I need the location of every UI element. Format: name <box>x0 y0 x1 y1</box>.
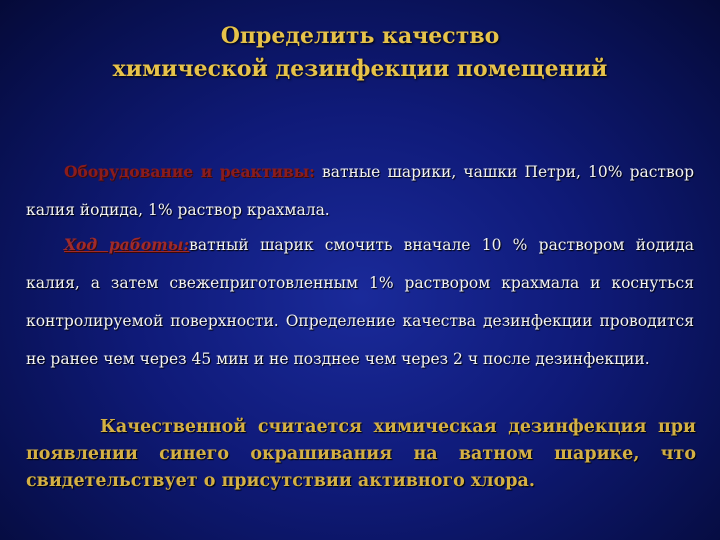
conclusion-paragraph: Качественной считается химическая дезинфекция при появлении синего окрашивания на ватном шарике, что свидетельствует о присутствии активного хлора. <box>26 417 696 491</box>
equipment-text: ватные шарики, чашки Петри, 10% раствор калия йодида, 1% раствор крахмала. <box>26 163 694 219</box>
slide-title-line-2: химической дезинфекции помещений <box>112 56 608 82</box>
procedure-paragraph <box>26 226 694 378</box>
procedure-label: Ход работы: <box>64 235 190 254</box>
slide-title-line-1: Определить качество <box>220 23 500 49</box>
slide-title <box>0 20 720 86</box>
procedure-text: ватный шарик смочить вначале 10 % раствором йодида калия, а затем свежеприготовленным 1% раствором крахмала и коснуться контролируемой поверхности. Определение качества дезинфекции проводится не ранее чем через 45 мин и не позднее чем через 2 ч после дезинфекции. <box>26 236 694 368</box>
equipment-label: Оборудование и реактивы: <box>64 162 315 181</box>
equipment-paragraph <box>26 153 694 229</box>
